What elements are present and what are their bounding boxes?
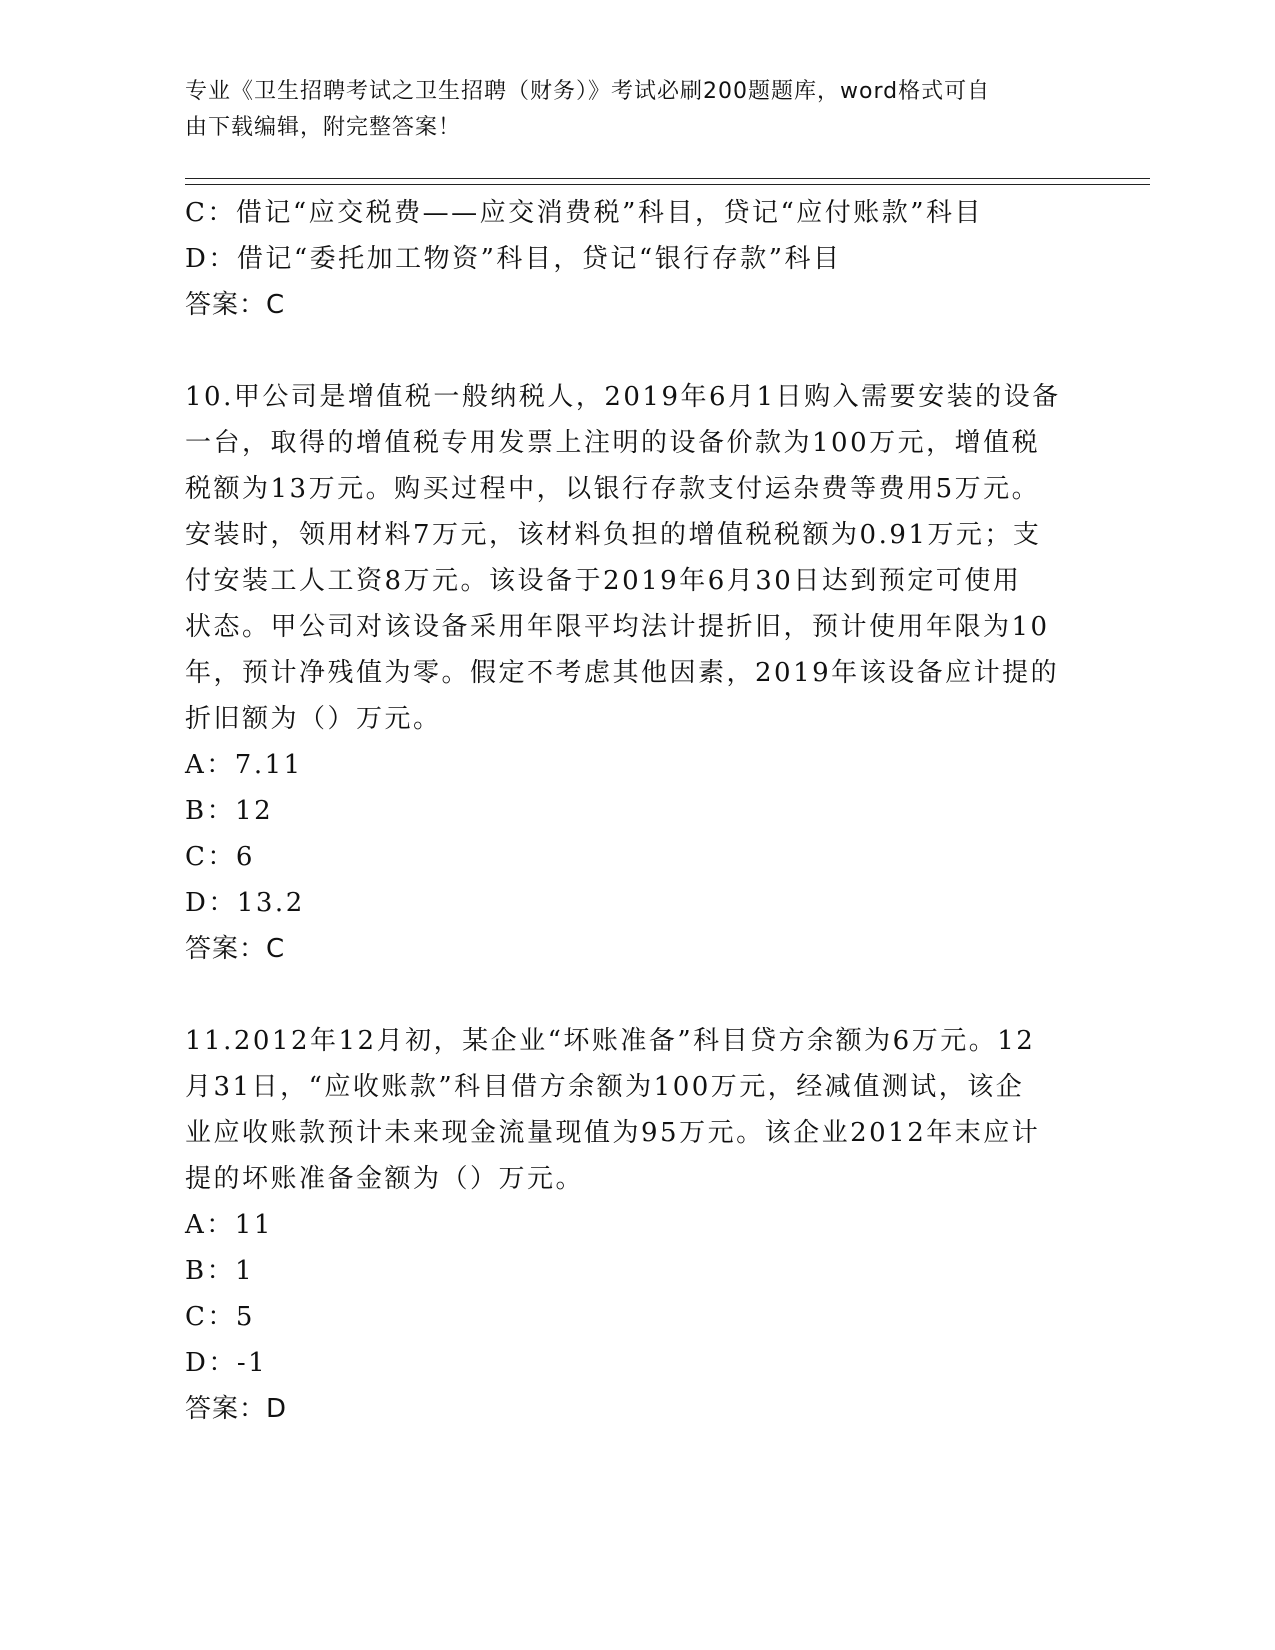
q10-line: 状态。甲公司对该设备采用年限平均法计提折旧，预计使用年限为10 — [185, 612, 1050, 642]
q10-line: 安装时，领用材料7万元，该材料负担的增值税税额为0.91万元；支 — [185, 520, 1042, 550]
q10-option-c: C：6 — [185, 842, 255, 872]
q10-answer: 答案：C — [185, 934, 286, 964]
q11-answer: 答案：D — [185, 1394, 288, 1424]
header-line-2: 由下载编辑，附完整答案！ — [185, 115, 462, 140]
document-header — [185, 74, 1065, 146]
header-divider-top — [185, 178, 1150, 179]
spacer — [185, 328, 1075, 374]
q10-line: 一台，取得的增值税专用发票上注明的设备价款为100万元，增值税 — [185, 428, 1041, 458]
header-line-1: 专业《卫生招聘考试之卫生招聘（财务）》考试必刷200题题库，word格式可自 — [185, 79, 991, 104]
q11-option-a: A：11 — [185, 1210, 273, 1240]
q10-line: 年，预计净残值为零。假定不考虑其他因素，2019年该设备应计提的 — [185, 658, 1060, 688]
q10-line: 折旧额为（）万元。 — [185, 704, 442, 734]
q11-option-c: C：5 — [185, 1302, 255, 1332]
q10-line: 付安装工人工资8万元。该设备于2019年6月30日达到预定可使用 — [185, 566, 1022, 596]
prev-option-d: D：借记“委托加工物资”科目，贷记“银行存款”科目 — [185, 244, 842, 274]
q10-option-d: D：13.2 — [185, 888, 305, 918]
q10-option-b: B：12 — [185, 796, 274, 826]
prev-option-c: C：借记“应交税费——应交消费税”科目，贷记“应付账款”科目 — [185, 198, 984, 228]
q10-line: 10.甲公司是增值税一般纳税人，2019年6月1日购入需要安装的设备 — [185, 382, 1061, 412]
header-divider-bottom — [185, 184, 1150, 185]
q11-line: 提的坏账准备金额为（）万元。 — [185, 1164, 585, 1194]
document-body — [185, 190, 1075, 1432]
q11-line: 11.2012年12月初，某企业“坏账准备”科目贷方余额为6万元。12 — [185, 1026, 1036, 1056]
q10-line: 税额为13万元。购买过程中，以银行存款支付运杂费等费用5万元。 — [185, 474, 1041, 504]
q11-option-d: D：-1 — [185, 1348, 268, 1378]
q11-option-b: B：1 — [185, 1256, 255, 1286]
q11-line: 月31日，“应收账款”科目借方余额为100万元，经减值测试，该企 — [185, 1072, 1025, 1102]
q10-option-a: A：7.11 — [185, 750, 303, 780]
q11-line: 业应收账款预计未来现金流量现值为95万元。该企业2012年末应计 — [185, 1118, 1041, 1148]
prev-answer: 答案：C — [185, 290, 286, 320]
spacer — [185, 972, 1075, 1018]
